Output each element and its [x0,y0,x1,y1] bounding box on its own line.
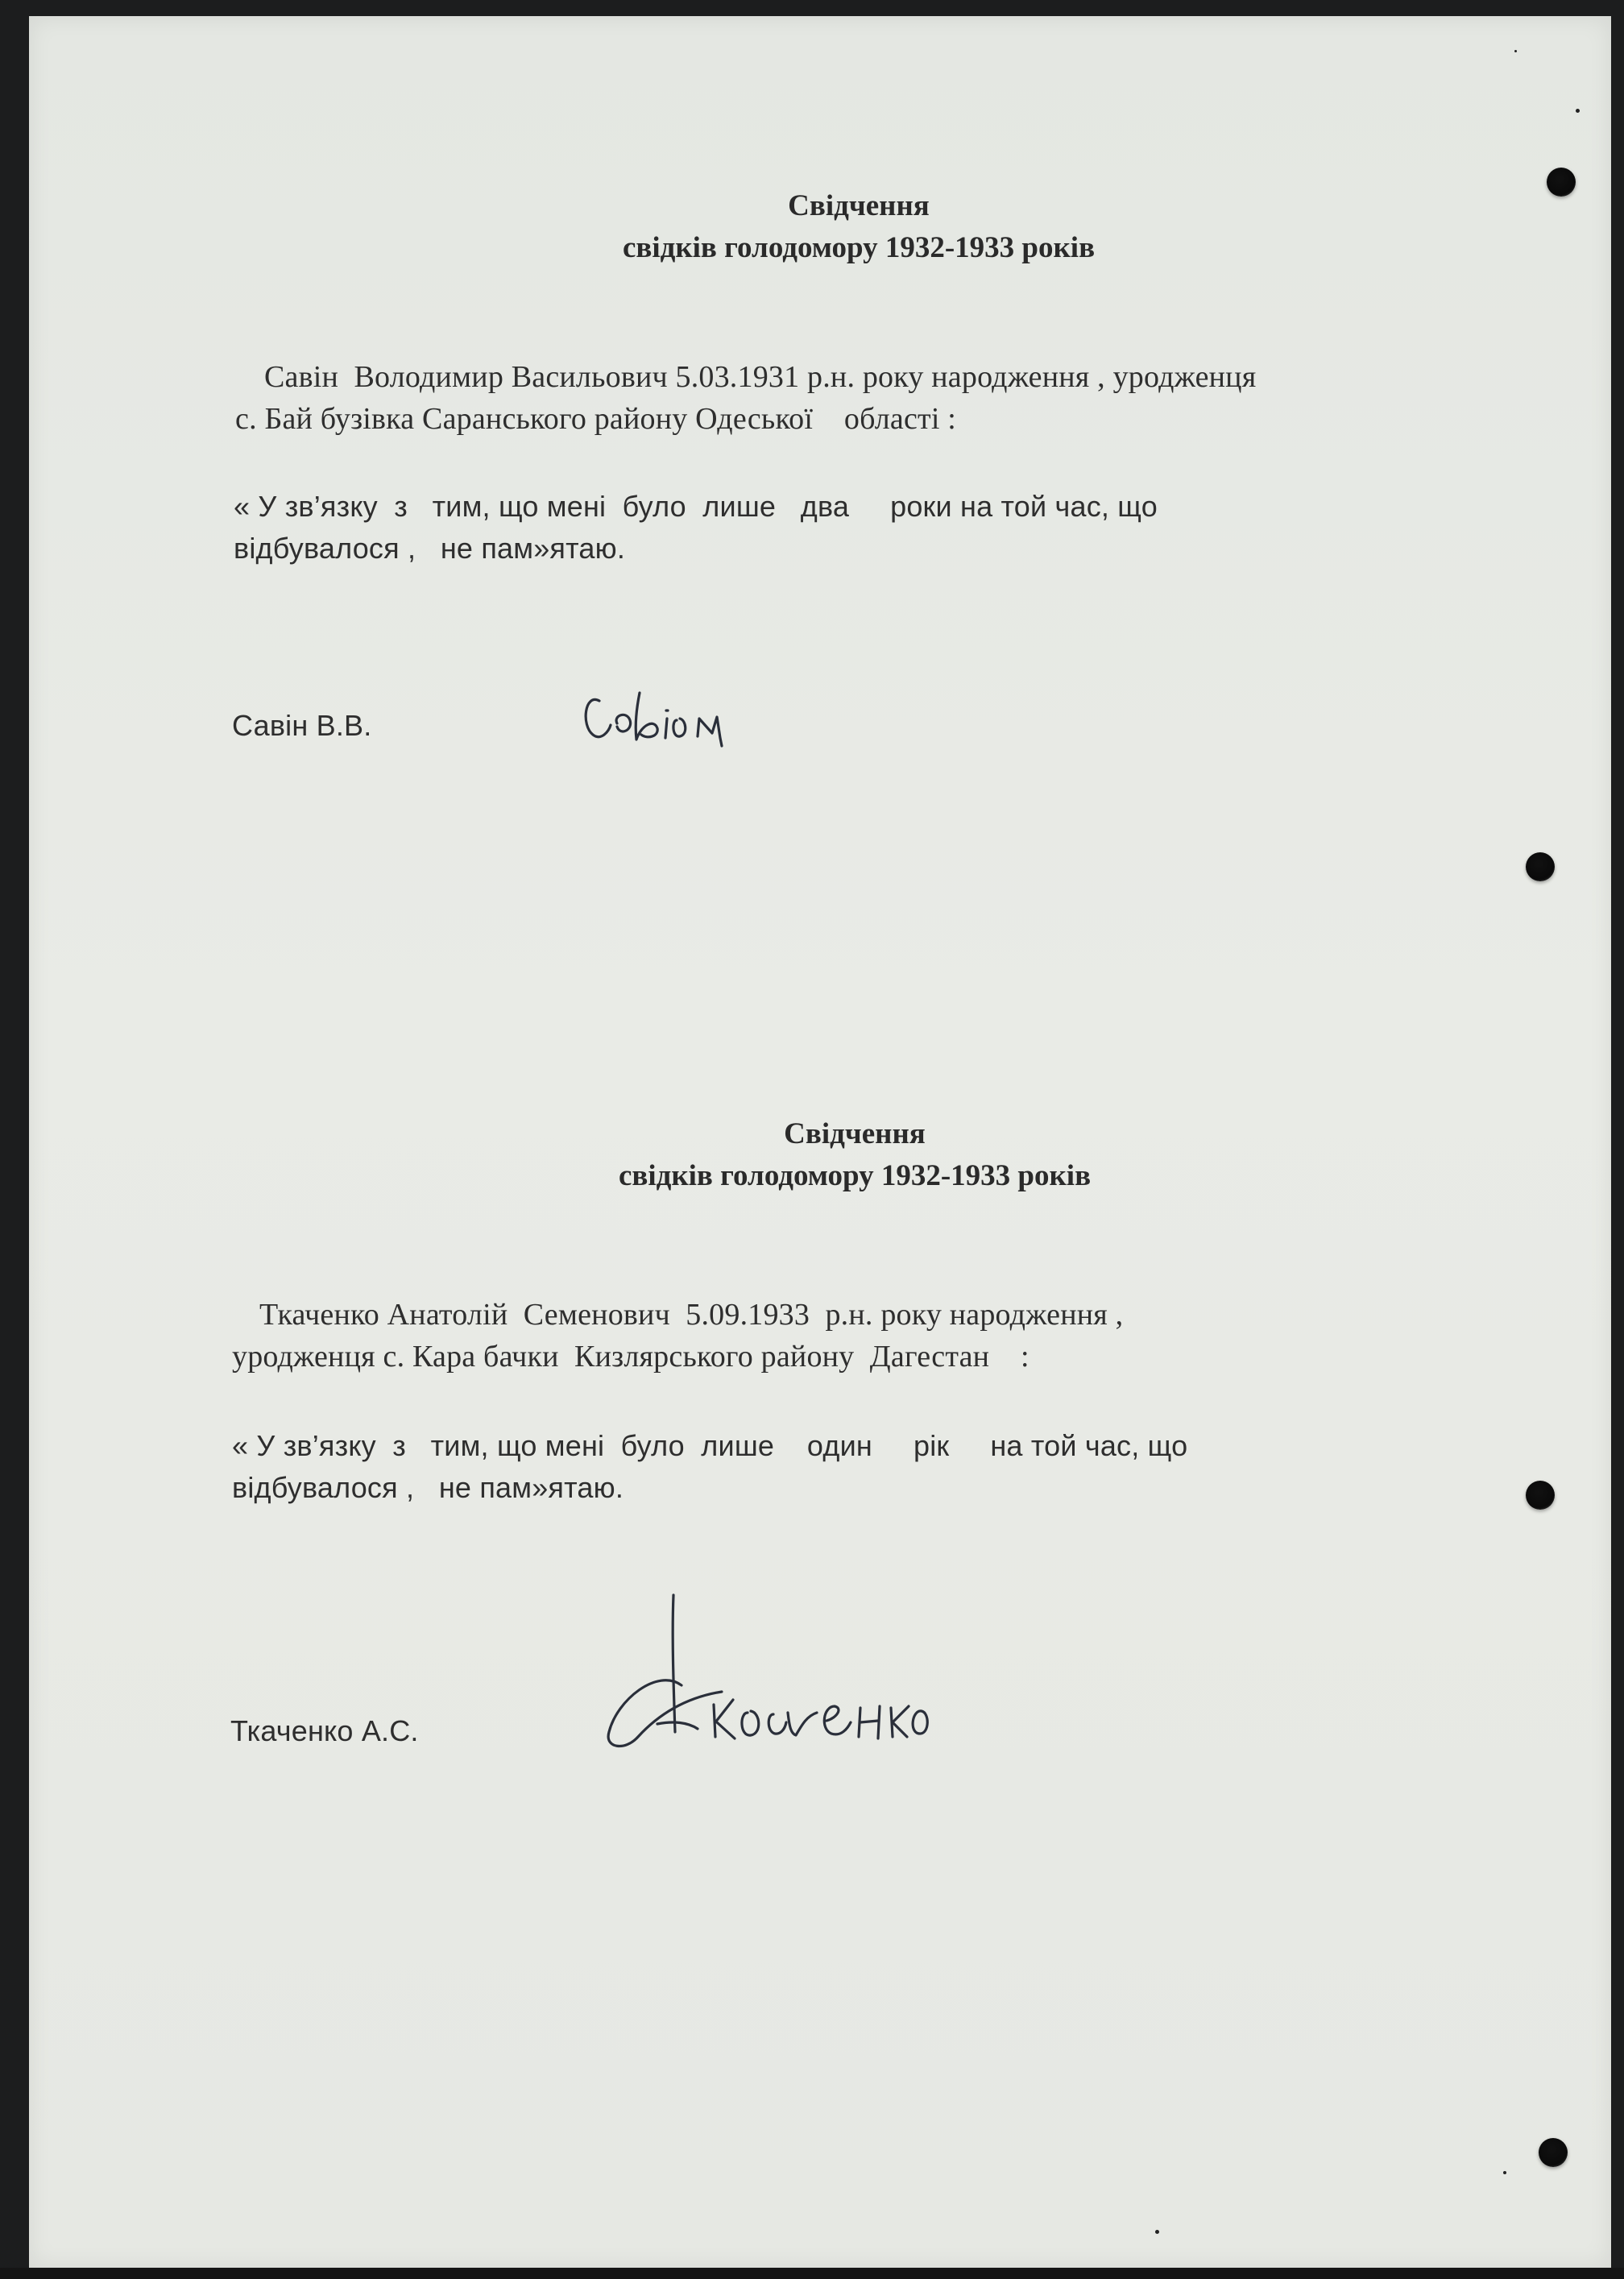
punch-hole [1526,852,1555,881]
punch-hole [1526,1481,1555,1510]
punch-hole [1539,2138,1568,2167]
testimony-1-signature [577,669,786,761]
testimony-1-intro-line1: Савін Володимир Васильович 5.03.1931 р.н. року народження , уродженця [264,360,1257,394]
testimony-2-quote-line2: відбувалося , не пам»ятаю. [232,1471,624,1504]
paper-speck [1576,109,1580,113]
testimony-2-title-line1: Свідчення [784,1117,926,1150]
testimony-1-title-line2: свідків голодомору 1932-1933 років [622,231,1096,264]
testimony-2-intro-line2: уродженця с. Кара бачки Кизлярського району Дагестан : [232,1340,1030,1374]
testimony-2-signer: Ткаченко А.С. [230,1714,419,1747]
testimony-2-signature [561,1579,931,1776]
testimony-1-title [375,185,1342,269]
testimony-2-quote-line1: « У зв’язку з тим, що мені було лише один рік на той час, що [232,1429,1188,1462]
testimony-1-title-line1: Свідчення [788,189,930,222]
testimony-1-intro-line2: с. Бай бузівка Саранського району Одеської області : [235,402,957,436]
paper-speck [1155,2230,1159,2234]
testimony-1-quote-line1: « У зв’язку з тим, що мені було лише два роки на той час, що [234,490,1158,523]
testimony-2-title-line2: свідків голодомору 1932-1933 років [618,1159,1092,1192]
testimony-1-signer: Савін В.В. [232,709,372,742]
testimony-1-quote-line2: відбувалося , не пам»ятаю. [234,532,626,565]
paper-speck [1503,2171,1506,2174]
testimony-2-intro-line1: Ткаченко Анатолій Семенович 5.09.1933 р.н. року народження , [259,1298,1124,1332]
document-page [29,16,1611,2268]
punch-hole [1547,168,1576,197]
scan-edge [0,2268,1624,2279]
testimony-2-title [371,1113,1338,1197]
paper-speck [1514,50,1517,52]
